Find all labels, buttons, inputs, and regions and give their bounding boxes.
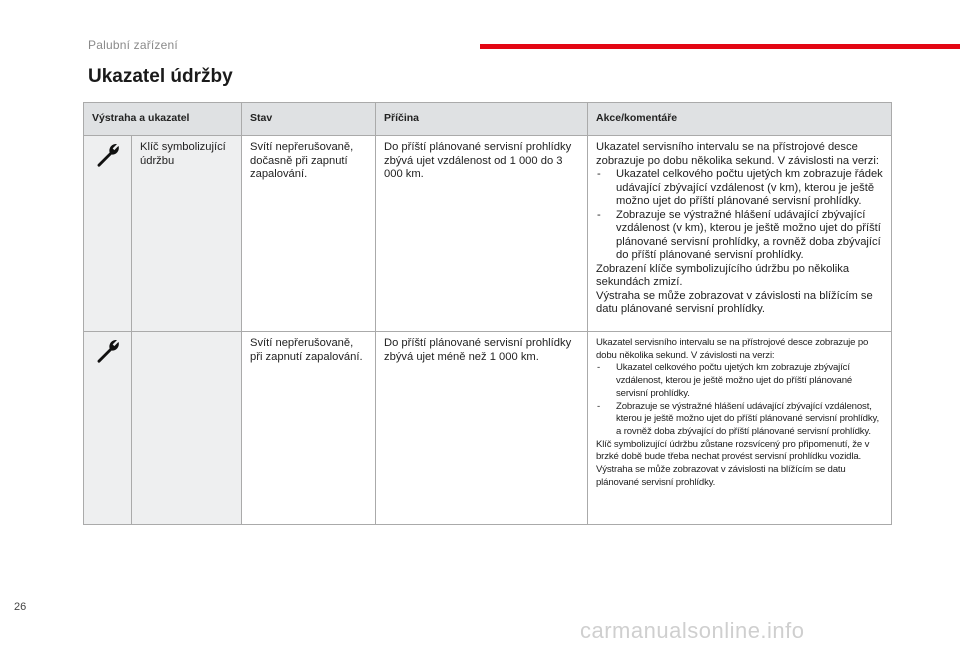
table-header-row — [84, 103, 892, 136]
table-row — [84, 332, 892, 525]
action-intro: Ukazatel servisního intervalu se na přístrojové desce zobrazuje po dobu několika sekund. V závislosti na verzi: — [596, 141, 879, 167]
icon-cell — [84, 136, 132, 332]
list-item: - Zobrazuje se výstražné hlášení udávající zbývající vzdálenost (v km), kterou je ještě možno ujet do příští plánované servisní prohlídky, a rovněž doba zbývající do příští plánované servisní prohlídky. — [596, 209, 883, 263]
wrench-icon — [94, 337, 122, 365]
action-note: Výstraha se může zobrazovat v závislosti na blížícím se datu plánované servisní prohlídky. — [596, 289, 873, 315]
action-note: Zobrazení klíče symbolizujícího údržbu po několika sekundách zmizí. — [596, 262, 850, 288]
list-item: - Zobrazuje se výstražné hlášení udávající zbývající vzdálenost, kterou je ještě možno ujet do příští plánované servisní prohlídky, a rovněž doba zbývající do příští plánované servisní prohlídky. — [596, 401, 883, 439]
page-title: Ukazatel údržby — [88, 66, 233, 87]
column-header-cause: Příčina — [376, 103, 588, 136]
maintenance-table — [83, 102, 892, 525]
section-name: Palubní zařízení — [88, 38, 178, 52]
action-intro: Ukazatel servisního intervalu se na přístrojové desce zobrazuje po dobu několika sekund. V závislosti na verzi: — [596, 337, 869, 361]
state-cell: Svítí nepřerušovaně, dočasně při zapnutí zapalování. — [242, 136, 376, 332]
action-list — [596, 362, 883, 438]
action-note: Výstraha se může zobrazovat v závislosti na blížícím se datu plánované servisní prohlídky. — [596, 464, 846, 488]
icon-cell — [84, 332, 132, 525]
accent-bar — [480, 44, 960, 49]
action-list — [596, 168, 883, 263]
warning-name — [132, 332, 242, 525]
cause-cell: Do příští plánované servisní prohlídky zbývá ujet vzdálenost od 1 000 do 3 000 km. — [376, 136, 588, 332]
table-row — [84, 136, 892, 332]
action-cell — [588, 332, 892, 525]
action-note: Klíč symbolizující údržbu zůstane rozsvícený pro připomenutí, že v brzké době bude třeba nechat provést servisní prohlídku vozidla. — [596, 438, 870, 463]
page-number: 26 — [14, 601, 27, 613]
watermark: carmanualsonline.info — [580, 618, 805, 643]
column-header-warning: Výstraha a ukazatel — [84, 103, 242, 136]
list-item: - Ukazatel celkového počtu ujetých km zobrazuje zbývající vzdálenost, kterou je ještě možno ujet do příští plánované servisní prohlídky. — [596, 362, 883, 400]
wrench-icon — [94, 141, 122, 169]
state-cell: Svítí nepřerušovaně, při zapnutí zapalování. — [242, 332, 376, 525]
column-header-action: Akce/komentáře — [588, 103, 892, 136]
warning-name: Klíč symbolizující údržbu — [132, 136, 242, 332]
action-cell — [588, 136, 892, 332]
list-item: - Ukazatel celkového počtu ujetých km zobrazuje řádek udávající zbývající vzdálenost (v km), kterou je ještě možno ujet do příští plánované servisní prohlídky. — [596, 168, 883, 209]
cause-cell: Do příští plánované servisní prohlídky zbývá ujet méně než 1 000 km. — [376, 332, 588, 525]
column-header-state: Stav — [242, 103, 376, 136]
